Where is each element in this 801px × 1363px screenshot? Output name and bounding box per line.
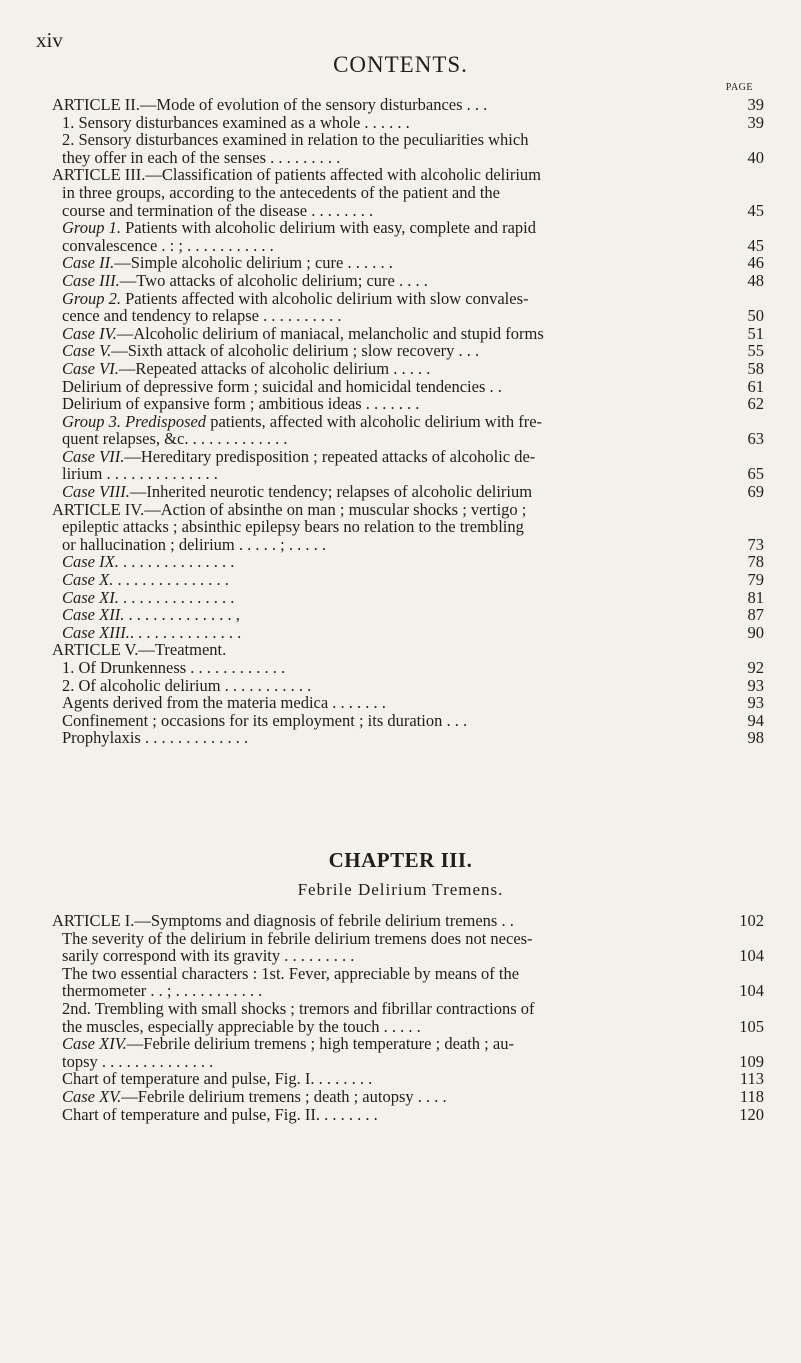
running-head: CONTENTS. [333, 52, 468, 77]
toc-entry-page: 92 [747, 658, 764, 677]
toc-entry-page: 50 [747, 306, 764, 326]
toc-entry-text: 2. Sensory disturbances examined in relation to the peculiarities which [62, 130, 529, 150]
toc-entry-page: 79 [747, 570, 764, 590]
toc-entry [52, 694, 764, 712]
toc-entry-page: 81 [747, 587, 764, 607]
toc-entry-page: 62 [747, 394, 764, 414]
toc-entry-page: 93 [747, 693, 764, 713]
toc-entry [52, 430, 764, 448]
toc-entry-text: Case IX. . . . . . . . . . . . . . . [62, 552, 235, 572]
toc-entry [52, 1018, 764, 1036]
toc-entry-text: course and termination of the disease . . . . . . . . [62, 200, 374, 220]
toc-entry-text: ARTICLE I.—Symptoms and diagnosis of febrile delirium tremens . . [52, 911, 514, 930]
toc-entry [52, 641, 764, 659]
toc-entry-text: Group 3. Predisposed patients, affected with alcoholic delirium with fre- [62, 411, 543, 431]
toc-entry [52, 947, 764, 965]
toc-entry-text: 1. Sensory disturbances examined as a whole . . . . . . [62, 112, 410, 132]
toc-entry-page: 58 [747, 358, 764, 378]
toc-entry-text: Case XII. . . . . . . . . . . . . . , [62, 605, 240, 625]
toc-entry [52, 465, 764, 483]
toc-entry [52, 1070, 764, 1088]
toc-entry-text: Case VII.—Hereditary predisposition ; repeated attacks of alcoholic de- [62, 446, 536, 466]
toc-entry-text: 1. Of Drunkenness . . . . . . . . . . . . [62, 658, 286, 677]
toc-entry-text: Case V.—Sixth attack of alcoholic delirium ; slow recovery . . . [62, 341, 480, 361]
toc-entry-text: Delirium of depressive form ; suicidal and homicidal tendencies . . [62, 376, 502, 396]
toc-entry-text: topsy . . . . . . . . . . . . . . [62, 1051, 214, 1071]
page-number: xiv [36, 28, 63, 52]
toc-entry [52, 677, 764, 695]
toc-entry-page: 51 [747, 323, 764, 343]
toc-entry [52, 606, 764, 624]
toc-entry [52, 290, 764, 308]
toc-entry-text: they offer in each of the senses . . . . . . . . . [62, 147, 341, 167]
toc-entry [52, 96, 764, 114]
toc-entry-text: convalescence . : ; . . . . . . . . . . . [62, 235, 274, 255]
toc-entry-page: 78 [747, 552, 764, 572]
toc-entry [52, 272, 764, 290]
toc-entry [52, 413, 764, 431]
toc-entry [52, 624, 764, 642]
toc-entry-page: 46 [747, 253, 764, 273]
toc-entry [52, 729, 764, 747]
toc-entry-text: Case XIV.—Febrile delirium tremens ; high temperature ; death ; au- [62, 1034, 514, 1054]
toc-entry-text: Case VI.—Repeated attacks of alcoholic delirium . . . . . [62, 358, 431, 378]
toc-entry [52, 166, 764, 184]
toc-entry-text: Case XI. . . . . . . . . . . . . . . [62, 587, 235, 607]
toc-entry [52, 1053, 764, 1071]
toc-entry-page: 48 [747, 270, 764, 290]
toc-entry [52, 1106, 764, 1124]
toc-entry [52, 483, 764, 501]
toc-entry-text: in three groups, according to the antecedents of the patient and the [62, 182, 501, 202]
toc-entry-text: or hallucination ; delirium . . . . . ; . . . . . [62, 534, 326, 554]
toc-entry-text: the muscles, especially appreciable by the touch . . . . . [62, 1016, 421, 1036]
toc-entry-page: 90 [747, 622, 764, 642]
toc-entry-text: Case VIII.—Inherited neurotic tendency; relapses of alcoholic delirium [62, 482, 533, 502]
toc-entry-text: Case XV.—Febrile delirium tremens ; death ; autopsy . . . . [62, 1086, 447, 1106]
toc-entry [52, 589, 764, 607]
toc-entry-text: Case II.—Simple alcoholic delirium ; cure . . . . . . [62, 253, 393, 273]
toc-entry-text: ARTICLE IV.—Action of absinthe on man ; muscular shocks ; vertigo ; [52, 499, 527, 519]
toc-entry-page: 69 [747, 482, 764, 502]
toc-entry [52, 307, 764, 325]
toc-entry [52, 518, 764, 536]
toc-entry-page: 63 [747, 429, 764, 449]
toc-entry [52, 712, 764, 730]
toc-entry-page: 45 [747, 235, 764, 255]
toc-entry-text: ARTICLE V.—Treatment. [52, 640, 227, 660]
toc-entry [52, 1000, 764, 1018]
toc-entry [52, 965, 764, 983]
toc-entry-page: 94 [747, 710, 764, 730]
toc-entry-text: The severity of the delirium in febrile delirium tremens does not neces- [62, 928, 533, 948]
toc-entry [52, 114, 764, 132]
toc-entry [52, 571, 764, 589]
toc-entry-text: Chart of temperature and pulse, Fig. II. . . . . . . . [62, 1104, 378, 1124]
toc-entry [52, 378, 764, 396]
toc-entry-text: Confinement ; occasions for its employment ; its duration . . . [62, 710, 468, 730]
page-column-label: PAGE [725, 82, 753, 93]
toc-entry-page: 104 [739, 981, 764, 1001]
toc-entry [52, 395, 764, 413]
toc-entry-text: Case X. . . . . . . . . . . . . . . [62, 570, 229, 590]
toc-entry-text: Case IV.—Alcoholic delirium of maniacal, melancholic and stupid forms [62, 323, 544, 343]
toc-entry [52, 342, 764, 360]
toc-entry [52, 325, 764, 343]
toc-section-2 [52, 912, 764, 1123]
toc-entry-text: ARTICLE III.—Classification of patients affected with alcoholic delirium [52, 165, 541, 185]
toc-entry-page: 40 [747, 147, 764, 167]
toc-entry-page: 109 [739, 1051, 764, 1071]
toc-entry-text: cence and tendency to relapse . . . . . . . . . . [62, 306, 342, 326]
toc-entry-page: 118 [739, 1086, 764, 1106]
toc-entry-text: epileptic attacks ; absinthic epilepsy bears no relation to the trembling [62, 517, 524, 537]
chapter-title: CHAPTER III. [328, 848, 473, 872]
toc-entry-text: Delirium of expansive form ; ambitious ideas . . . . . . . [62, 394, 420, 414]
toc-entry-page: 45 [747, 200, 764, 220]
chapter-subtitle: Febrile Delirium Tremens. [297, 880, 504, 899]
toc-entry-text: ARTICLE II.—Mode of evolution of the sensory disturbances . . . [52, 95, 488, 114]
toc-entry-page: 73 [747, 534, 764, 554]
toc-entry-page: 39 [747, 112, 764, 132]
toc-entry-page: 102 [739, 911, 764, 930]
toc-entry-text: 2nd. Trembling with small shocks ; tremors and fibrillar contractions of [62, 998, 535, 1018]
toc-entry-text: 2. Of alcoholic delirium . . . . . . . . . . . [62, 675, 312, 695]
toc-entry-page: 104 [739, 946, 764, 966]
toc-entry-text: Group 1. Patients with alcoholic delirium with easy, complete and rapid [62, 218, 536, 238]
toc-entry [52, 536, 764, 554]
toc-entry-page: 55 [747, 341, 764, 361]
toc-entry-page: 65 [747, 464, 764, 484]
toc-entry-page: 87 [747, 605, 764, 625]
toc-entry-text: Case XIII.. . . . . . . . . . . . . . [62, 622, 242, 642]
toc-entry-text: Chart of temperature and pulse, Fig. I. . . . . . . . [62, 1069, 373, 1089]
toc-entry [52, 360, 764, 378]
toc-section-1 [52, 96, 764, 747]
toc-entry [52, 1035, 764, 1053]
toc-entry [52, 659, 764, 677]
toc-entry-page: 39 [747, 95, 764, 114]
toc-entry-text: Group 2. Patients affected with alcoholic delirium with slow convales- [62, 288, 529, 308]
toc-entry-text: thermometer . . ; . . . . . . . . . . . [62, 981, 263, 1001]
toc-entry-text: Case III.—Two attacks of alcoholic delirium; cure . . . . [62, 270, 428, 290]
toc-entry [52, 219, 764, 237]
toc-entry [52, 982, 764, 1000]
toc-entry-text: sarily correspond with its gravity . . . . . . . . . [62, 946, 355, 966]
toc-entry [52, 254, 764, 272]
toc-entry-page: 120 [739, 1104, 764, 1124]
toc-entry [52, 131, 764, 149]
toc-entry-text: The two essential characters : 1st. Fever, appreciable by means of the [62, 963, 520, 983]
toc-entry [52, 501, 764, 519]
toc-entry [52, 149, 764, 167]
toc-entry [52, 553, 764, 571]
toc-entry [52, 237, 764, 255]
toc-entry-page: 98 [747, 728, 764, 748]
toc-entry-text: lirium . . . . . . . . . . . . . . [62, 464, 218, 484]
toc-entry-text: quent relapses, &c. . . . . . . . . . . . . [62, 429, 288, 449]
toc-entry [52, 912, 764, 930]
toc-entry-text: Prophylaxis . . . . . . . . . . . . . [62, 728, 249, 748]
toc-entry [52, 184, 764, 202]
toc-entry [52, 930, 764, 948]
toc-entry [52, 448, 764, 466]
toc-entry-page: 105 [739, 1016, 764, 1036]
toc-entry [52, 1088, 764, 1106]
toc-entry-page: 93 [747, 675, 764, 695]
toc-entry-text: Agents derived from the materia medica . . . . . . . [62, 693, 386, 713]
toc-entry-page: 61 [747, 376, 764, 396]
toc-entry-page: 113 [739, 1069, 764, 1089]
toc-entry [52, 202, 764, 220]
